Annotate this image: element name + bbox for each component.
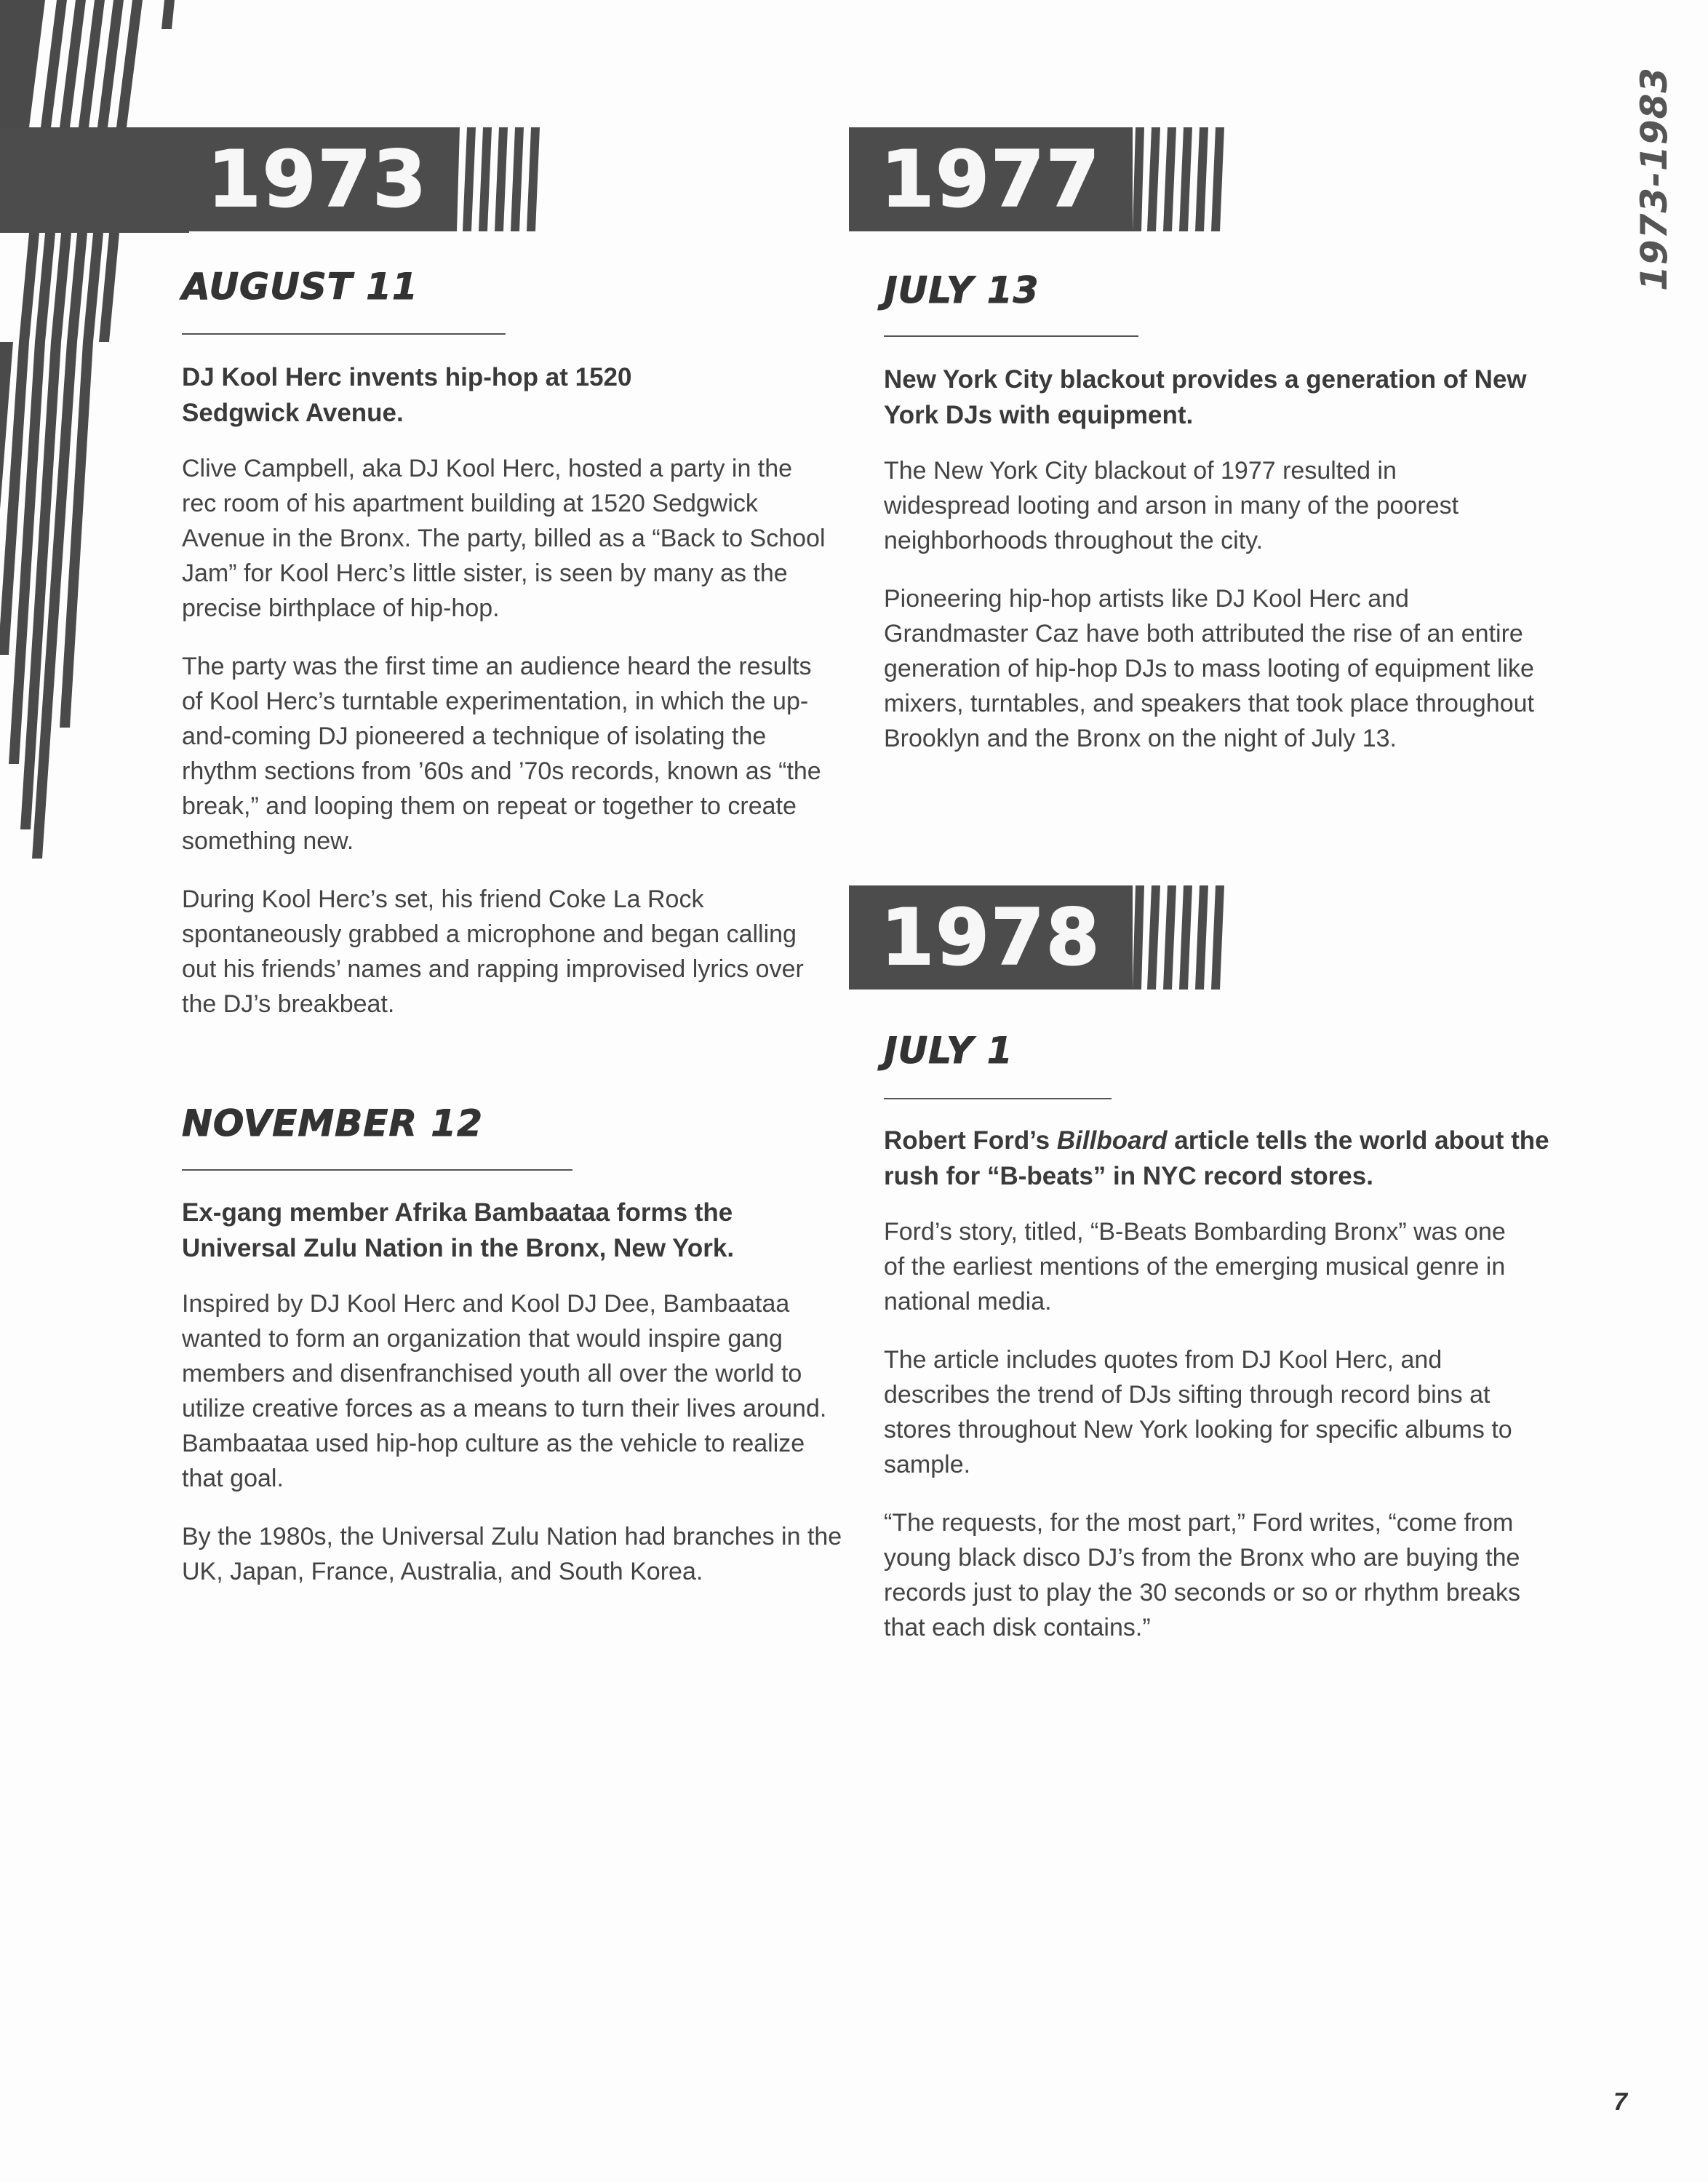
heading-rule [884,335,1138,337]
paragraph: Inspired by DJ Kool Herc and Kool DJ Dee, Bambaataa wanted to form an organization that would inspire gang members and disenfranchised youth all over the world to utilize creative forces as a means to turn their lives around. Bambaataa used hip-hop culture as the vehicle to realize that goal. [182,1290,827,1492]
year-label [0,127,450,231]
date-heading-november-12: NOVEMBER 12 [182,1102,483,1144]
year-stripes [1133,127,1234,231]
year-text: 1973 [207,135,428,224]
lead-text: Ex-gang member Afrika Bambaataa forms the Universal Zulu Nation in the Bronx, New York. [182,1198,735,1262]
date-heading-july-1: JULY 1 [884,1030,1013,1072]
section-july-1 [884,1123,1553,1668]
paragraph: During Kool Herc’s set, his friend Coke La Rock spontaneously grabbed a microphone and began calling out his friends’ names and rapping improvised lyrics over the DJ’s breakbeat. [182,885,804,1018]
year-banner-1978 [849,885,1234,990]
heading-rule [182,333,506,335]
paragraph: By the 1980s, the Universal Zulu Nation had branches in the UK, Japan, France, Australia, and South Korea. [182,1523,842,1585]
paragraph: Pioneering hip-hop artists like DJ Kool Herc and Grandmaster Caz have both attributed the rise of an entire generation of hip-hop DJs to mass looting of equipment like mixers, turntables, and speakers that took place throughout Brooklyn and the Bronx on the night of July 13. [884,585,1534,752]
year-banner-1977 [849,127,1234,231]
lead-text: DJ Kool Herc invents hip-hop at 1520 Sedgwick Avenue. [182,363,632,427]
paragraph: The New York City blackout of 1977 resulted in widespread looting and arson in many of the poorest neighborhoods throughout the city. [884,457,1459,554]
date-heading-august-11: AUGUST 11 [182,266,418,308]
year-banner-1973 [0,127,551,231]
heading-rule [182,1169,572,1171]
paragraph: The article includes quotes from DJ Kool Herc, and describes the trend of DJs sifting through record bins at stores throughout New York looking for specific albums to sample. [884,1346,1512,1478]
section-july-13 [884,362,1553,779]
year-stripes [1133,885,1234,990]
year-stripes [450,127,551,231]
section-november-12 [182,1195,851,1612]
paragraph: Ford’s story, titled, “B-Beats Bombarding Bronx” was one of the earliest mentions of the emerging musical genre in national media. [884,1218,1506,1315]
heading-rule [884,1098,1112,1099]
lead-text-start: Robert Ford’s [884,1126,1057,1155]
lead-text: New York City blackout provides a generation of New York DJs with equipment. [884,365,1527,429]
date-heading-july-13: JULY 13 [884,269,1039,311]
year-text: 1978 [880,893,1101,982]
year-label [849,885,1133,990]
page-number: 7 [1613,2088,1627,2116]
publication-title: Billboard [1056,1126,1168,1155]
paragraph: Clive Campbell, aka DJ Kool Herc, hosted a party in the rec room of his apartment building at 1520 Sedgwick Avenue in the Bronx. The party, billed as a “Back to School Jam” for Kool Herc’s little sister, is seen by many as the precise birthplace of hip-hop. [182,455,826,622]
year-label [849,127,1133,231]
lead-text [884,1123,1553,1194]
section-august-11 [182,359,826,1045]
lead-text-end: article tells the world about the rush for “B-beats” in NYC record stores. [884,1126,1549,1190]
year-text: 1977 [880,135,1101,224]
paragraph: “The requests, for the most part,” Ford writes, “come from young black disco DJ’s from the Bronx who are buying the records just to play the 30 seconds or so or rhythm breaks that each disk contains.” [884,1509,1520,1641]
side-year-range: 1973-1983 [1633,66,1675,291]
paragraph: The party was the first time an audience heard the results of Kool Herc’s turntable experimentation, in which the up-and-coming DJ pioneered a technique of isolating the rhythm sections from ’60s and ’70s records, known as “the break,” and looping them on repeat or together to create something new. [182,653,821,855]
